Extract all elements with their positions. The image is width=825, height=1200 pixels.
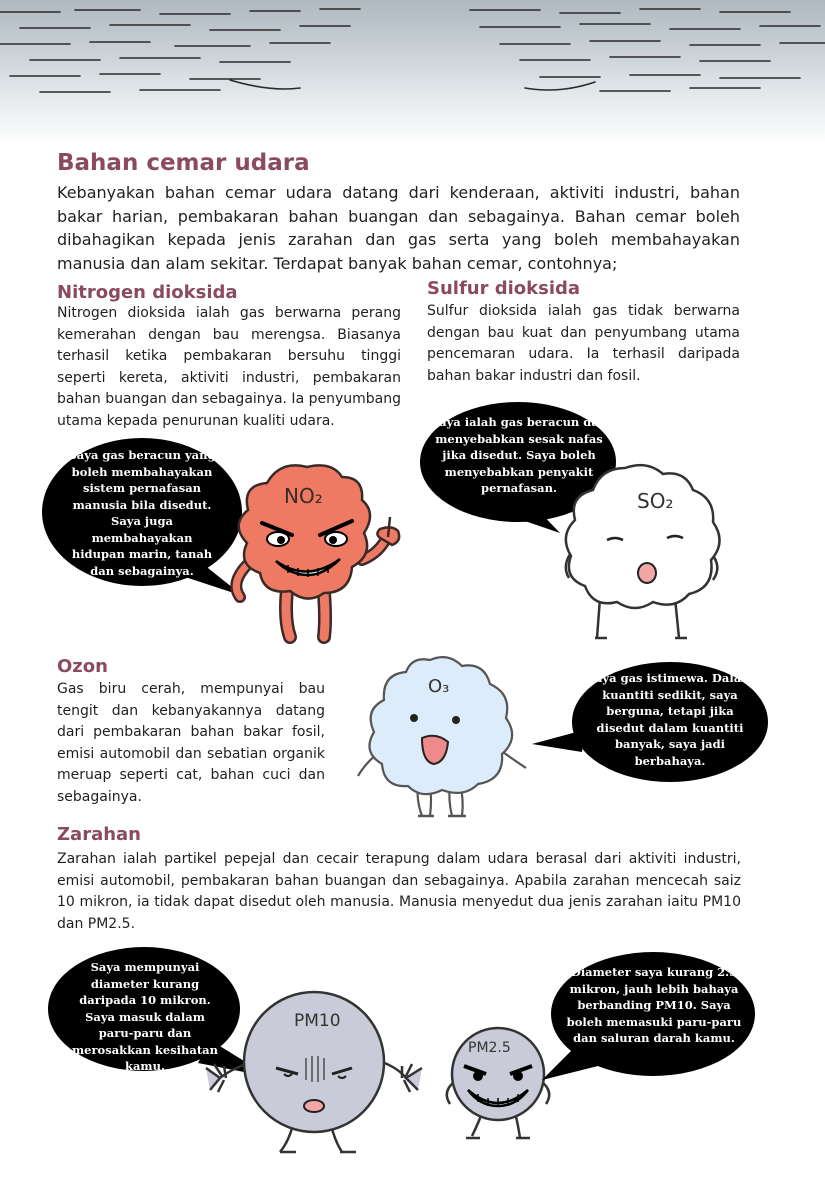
so2-paragraph: Sulfur dioksida ialah gas tidak berwarna dengan bau kuat dan penyumbang utama pencemaran udara. Ia terhasil daripada bahan bakar industri dan fosil. — [427, 303, 740, 384]
no2-heading: Nitrogen dioksida — [57, 282, 238, 303]
ozone-label: O₃ — [428, 676, 450, 697]
no2-paragraph: Nitrogen dioksida ialah gas berwarna perang kemerahan dengan bau merengsa. Biasanya terhasil ketika pembakaran bersuhu tinggi seperti kereta, aktiviti industri, pembakaran bahan buangan dan sebagainya. Ia penyumbang utama kepada penurunan kualiti udara. — [57, 305, 401, 429]
intro-paragraph: Kebanyakan bahan cemar udara datang dari kenderaan, aktiviti industri, bahan bakar harian, pembakaran bahan buangan dan sebagainya. Bahan cemar boleh dibahagikan kepada jenis zarahan dan gas serta yang boleh membahayakan manusia dan alam sekitar. Terdapat banyak bahan cemar, contohnya; — [57, 183, 740, 273]
ozone-character — [352, 650, 532, 825]
pm10-bubble-text: Saya mempunyai diameter kurang daripada 10 mikron. Saya masuk dalam paru-paru dan merosakkan kesihatan kamu. — [72, 960, 218, 1073]
page-title: Bahan cemar udara — [57, 150, 310, 176]
pm25-speech-bubble — [542, 950, 757, 1088]
sky-header-image — [0, 0, 825, 145]
no2-bubble-text: Saya gas beracun yang boleh membahayakan sistem pernafasan manusia bila disedut. Saya juga membahayakan hidupan marin, tanah dan sebagainya. — [68, 448, 216, 578]
so2-label: SO₂ — [637, 489, 674, 513]
ozone-speech-bubble — [532, 660, 770, 785]
pm25-bubble-text: Diameter saya kurang 2.5 mikron, jauh lebih bahaya berbanding PM10. Saya boleh memasuki paru-paru dan saluran darah kamu. — [566, 965, 742, 1045]
ozone-heading: Ozon — [57, 656, 108, 677]
no2-label: NO₂ — [284, 484, 323, 508]
particles-paragraph: Zarahan ialah partikel pepejal dan cecair terapung dalam udara berasal dari aktiviti industri, emisi automobil, pembakaran bahan buangan dan sebagainya. Apabila zarahan mencecah saiz 10 mikron, ia tidak dapat disedut oleh manusia. Manusia menyedut dua jenis zarahan iaitu PM10 dan PM2.5. — [57, 851, 741, 932]
pm25-character — [438, 1020, 558, 1150]
ozone-bubble-text: Saya gas istimewa. Dalam kuantiti sedikit, saya berguna, tetapi jika disedut dalam kuantiti banyak, saya jadi berbahaya. — [586, 671, 754, 768]
particles-heading: Zarahan — [57, 824, 141, 845]
so2-bubble-text: Saya ialah gas beracun dan menyebabkan sesak nafas jika disedut. Saya boleh menyebabkan penyakit pernafasan. — [430, 415, 608, 495]
so2-heading: Sulfur dioksida — [427, 278, 581, 299]
pm25-label: PM2.5 — [468, 1040, 511, 1056]
pm10-character — [200, 980, 430, 1165]
no2-character — [212, 455, 417, 645]
pm10-label: PM10 — [294, 1011, 341, 1031]
ozone-paragraph: Gas biru cerah, mempunyai bau tengit dan kebanyakannya datang dari pembakaran bahan bakar fosil, emisi automobil dan sebatian organik meruap seperti cat, bahan cuci dan sebagainya. — [57, 681, 325, 805]
so2-character — [555, 460, 735, 645]
